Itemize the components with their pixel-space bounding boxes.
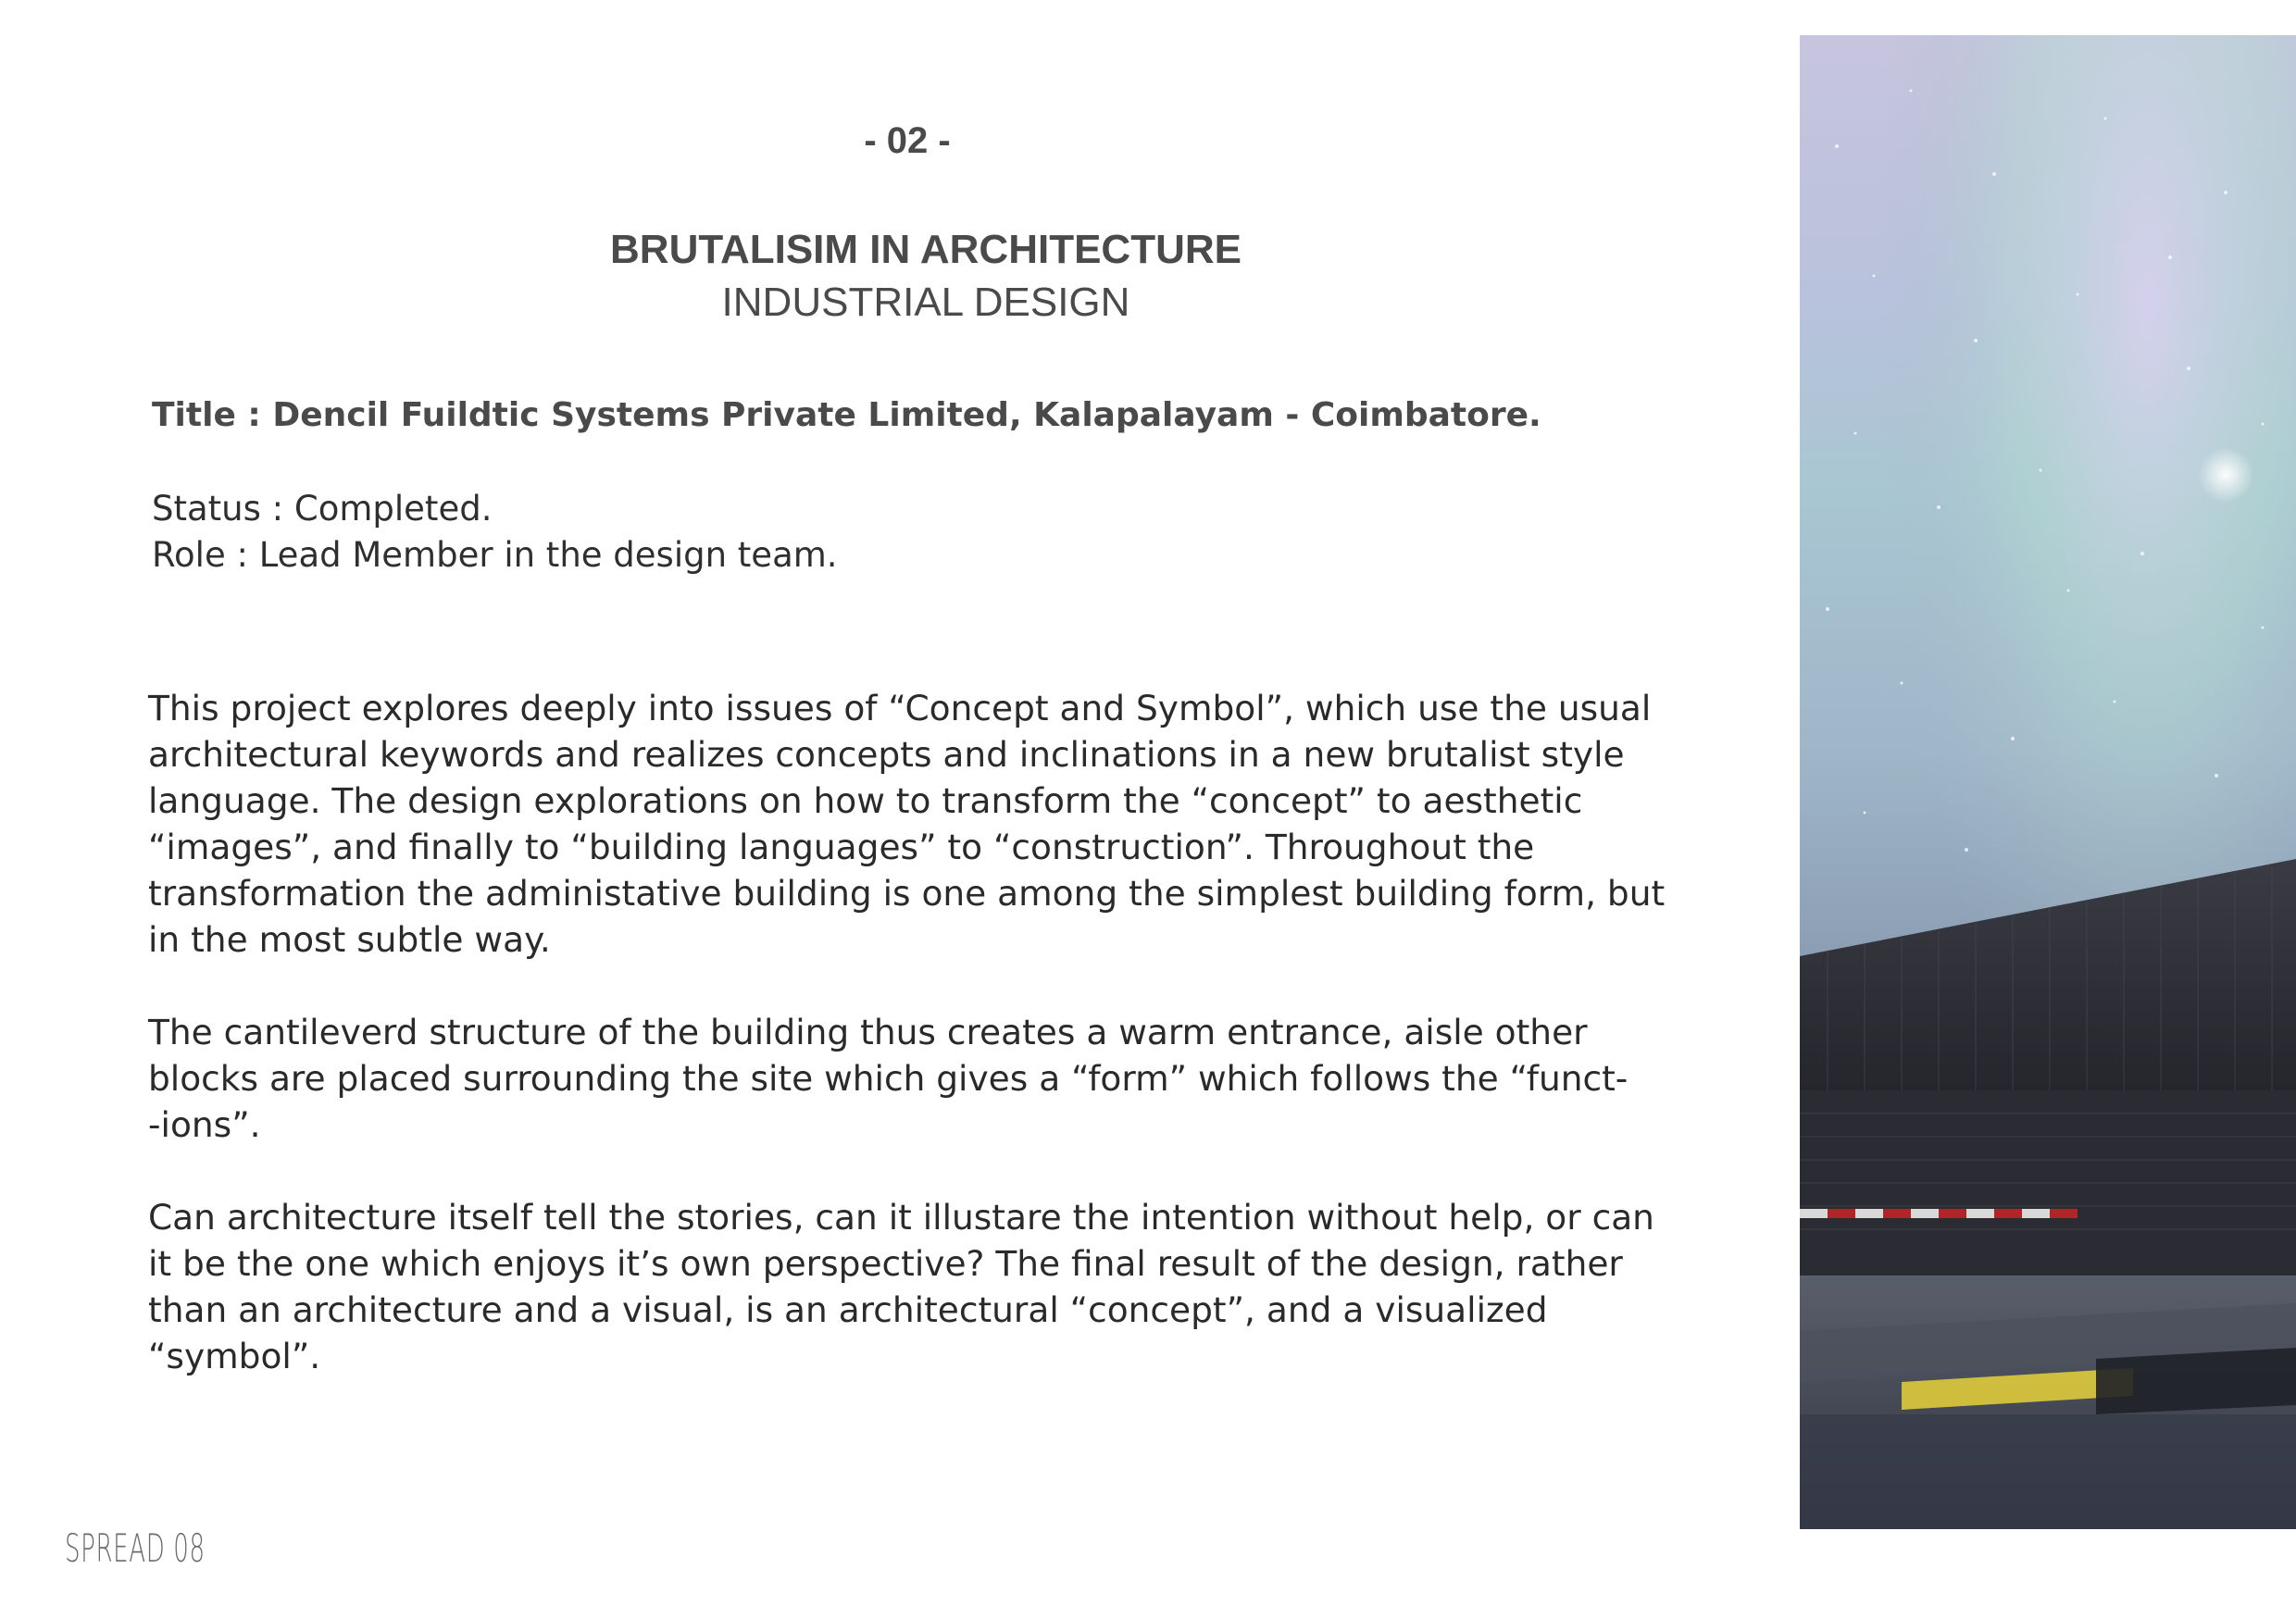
light-flare (2198, 447, 2253, 503)
project-subheading: INDUSTRIAL DESIGN (721, 280, 1130, 325)
project-title: Title : Dencil Fuildtic Systems Private Limited, Kalapalayam - Coimbatore. (152, 396, 1541, 434)
paragraph-line: This project explores deeply into issues of “Concept and Symbol”, which use the usual (148, 688, 1652, 728)
description-paragraph-1 (148, 685, 1778, 963)
paragraph-line: -ions”. (148, 1104, 261, 1145)
paragraph-line: it be the one which enjoys it’s own perspective? The final result of the design, rather (148, 1243, 1623, 1284)
paragraph-line: transformation the administative building is one among the simplest building form, but (148, 873, 1666, 914)
building-render-svg (1800, 35, 2296, 1529)
project-heading: BRUTALISIM IN ARCHITECTURE (610, 227, 1242, 272)
page-number: - 02 - (864, 120, 951, 161)
paragraph-line: than an architecture and a visual, is an architectural “concept”, and a visualized (148, 1289, 1548, 1330)
description-paragraph-2 (148, 1009, 1778, 1148)
description-paragraph-3 (148, 1194, 1778, 1379)
project-status: Status : Completed. (152, 489, 493, 529)
paragraph-line: language. The design explorations on how to transform the “concept” to aesthetic (148, 780, 1583, 821)
paragraph-line: Can architecture itself tell the stories, can it illustare the intention without help, or can (148, 1197, 1654, 1238)
paragraph-line: “symbol”. (148, 1336, 321, 1376)
entrance-barrier (1800, 1209, 2078, 1218)
spread-label: SPREAD 08 (65, 1525, 206, 1571)
paragraph-line: “images”, and finally to “building languages” to “construction”. Throughout the (148, 827, 1535, 867)
project-role: Role : Lead Member in the design team. (152, 535, 838, 575)
building-render-image (1800, 35, 2296, 1529)
paragraph-line: architectural keywords and realizes concepts and inclinations in a new brutalist style (148, 734, 1625, 775)
paragraph-line: in the most subtle way. (148, 919, 551, 960)
paragraph-line: The cantileverd structure of the building thus creates a warm entrance, aisle other (148, 1012, 1588, 1052)
paragraph-line: blocks are placed surrounding the site which gives a “form” which follows the “funct- (148, 1058, 1628, 1099)
